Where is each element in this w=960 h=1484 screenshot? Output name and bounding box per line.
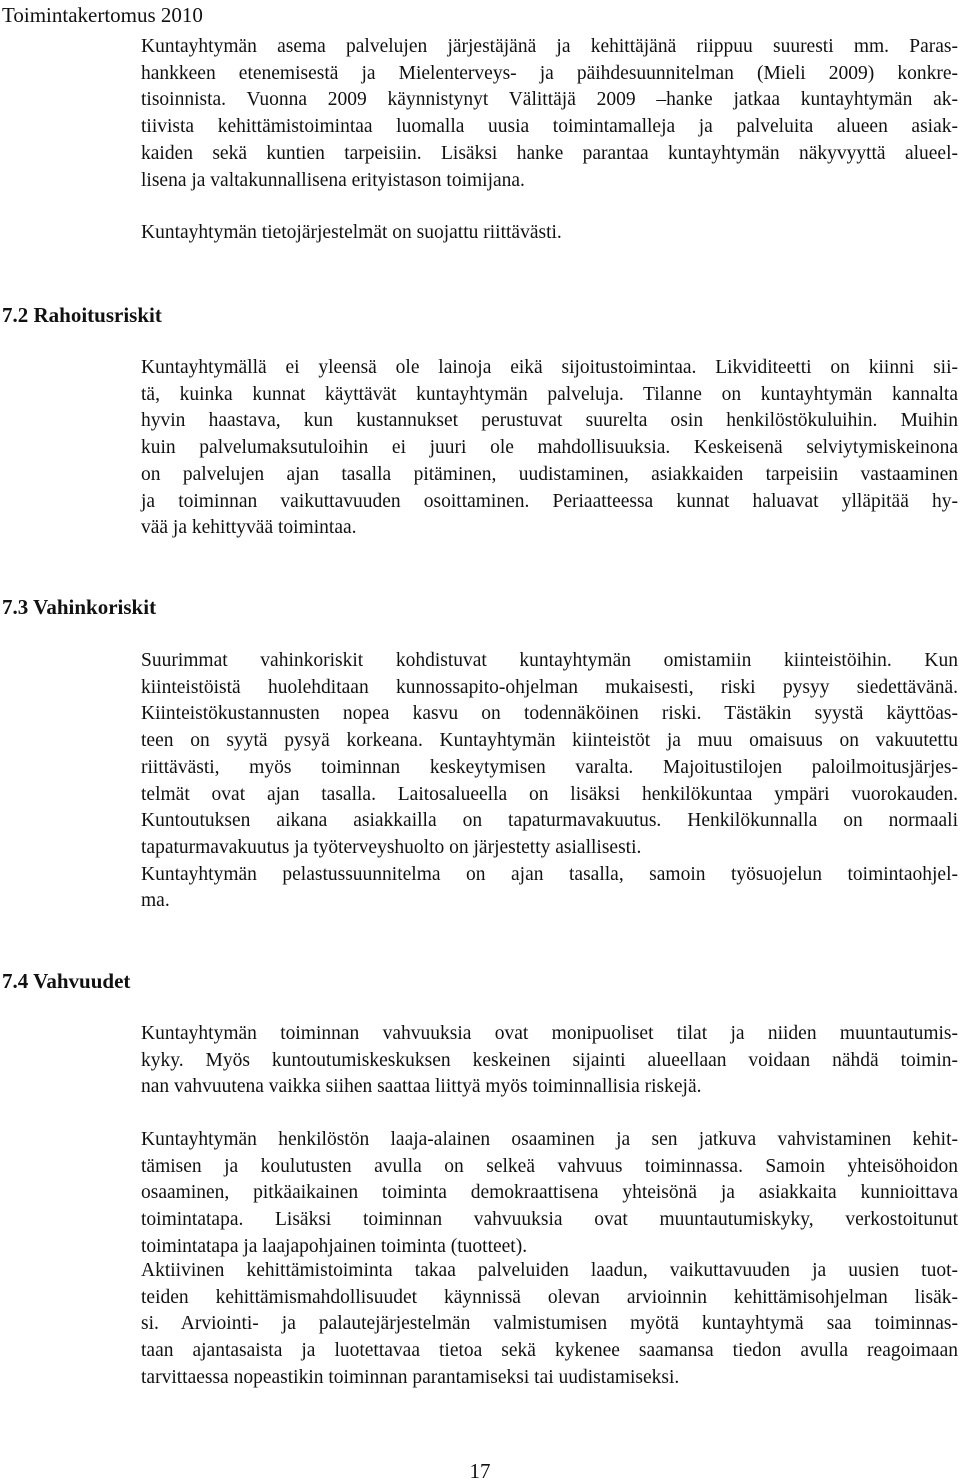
text-line: Kuntayhtymällä ei yleensä ole lainoja eikä sijoitustoimintaa. Likviditeetti on kiinni sii-	[141, 357, 958, 378]
running-header: Toimintakertomus 2010	[2, 3, 203, 27]
text-line: Suurimmat vahinkoriskit kohdistuvat kuntayhtymän omistamiin kiinteistöihin. Kun	[141, 650, 958, 671]
vahinko-paragraph	[141, 648, 958, 915]
text-line: toimintatapa. Lisäksi toiminnan vahvuuksia ovat muuntautumiskyky, verkostoitunut	[141, 1209, 958, 1231]
text-line: ma.	[141, 890, 170, 912]
text-line: kiinteistöistä huolehditaan kunnossapito-ohjelman mukaisesti, riski pysyy siedettävänä.	[141, 676, 958, 698]
vahvuudet-paragraph-1	[141, 1021, 958, 1101]
text-line: Kuntoutuksen aikana asiakkailla on tapaturmavakuutus. Henkilökunnalla on normaali	[141, 810, 958, 832]
text-line: Kiinteistökustannusten nopea kasvu on todennäköinen riski. Tästäkin syystä käyttöas-	[141, 703, 958, 725]
text-line: telmät ovat ajan tasalla. Laitosalueella on lisäksi henkilökuntaa ympäri vuorokauden.	[141, 783, 958, 805]
text-line: Kuntayhtymän pelastussuunnitelma on ajan tasalla, samoin työsuojelun toimintaohjel-	[141, 863, 958, 885]
text-line: tarvittaessa nopeastikin toiminnan parantamiseksi tai uudistamiseksi.	[141, 1366, 680, 1388]
text-line: nan vahvuutena vaikka siihen saattaa liittyä myös toiminnallisia riskejä.	[141, 1076, 702, 1098]
rahoitus-paragraph	[141, 355, 958, 542]
text-line: kaiden sekä kuntien tarpeisiin. Lisäksi hanke parantaa kuntayhtymän näkyvyyttä alueel-	[141, 142, 958, 164]
text-line: teiden kehittämismahdollisuudet käynnissä olevan arvioinnin kehittämisohjelman lisäk-	[141, 1286, 958, 1308]
text-line: tapaturmavakuutus ja työterveyshuolto on järjestetty asiallisesti.	[141, 836, 642, 858]
intro-paragraph-2	[141, 220, 958, 247]
text-line: osaaminen, pitkäaikainen toiminta demokraattisena yhteisönä ja asiakkaita kunnioittava	[141, 1182, 958, 1204]
text-line: tämisen ja koulutusten avulla on selkeä vahvuus toiminnassa. Samoin yhteisöhoidon	[141, 1155, 958, 1177]
text-line: Kuntayhtymän henkilöstön laaja-alainen osaaminen ja sen jatkuva vahvistaminen kehit-	[141, 1129, 958, 1150]
text-line: hankkeen etenemisestä ja Mielenterveys- ja päihdesuunnitelman (Mieli 2009) konkre-	[141, 62, 958, 84]
text-line: riittävästi, myös toiminnan keskeytymisen varalta. Majoitustilojen paloilmoitusjärjes-	[141, 756, 958, 778]
text-line: toimintatapa ja laajapohjainen toiminta (tuotteet).	[141, 1235, 528, 1257]
text-line: vää ja kehittyvää toimintaa.	[141, 517, 357, 539]
text-line: hyvin haastava, kun kustannukset perustuvat suurelta osin henkilöstökuluihin. Muihin	[141, 410, 958, 432]
text-line: teen on syytä pysyä korkeana. Kuntayhtymän kiinteistöt ja muu omaisuus on vakuutettu	[141, 730, 958, 752]
section-heading-vahvuudet: 7.4 Vahvuudet	[2, 969, 131, 993]
text-line: tisoinnista. Vuonna 2009 käynnistynyt Välittäjä 2009 –hanke jatkaa kuntayhtymän ak-	[141, 89, 958, 111]
intro-paragraph-1	[141, 34, 958, 194]
section-heading-vahinkoriskit: 7.3 Vahinkoriskit	[2, 595, 157, 619]
text-line: si. Arviointi- ja palautejärjestelmän valmistumisen myötä kuntayhtymä saa toiminnas-	[141, 1313, 958, 1335]
text-line: Kuntayhtymän toiminnan vahvuuksia ovat monipuoliset tilat ja niiden muuntautumis-	[141, 1023, 958, 1044]
text-line: Aktiivinen kehittämistoiminta takaa palveluiden laadun, vaikuttavuuden ja uusien tuot-	[141, 1260, 958, 1281]
text-line: kyky. Myös kuntoutumiskeskuksen keskeinen sijainti alueellaan voidaan nähdä toimin-	[141, 1049, 958, 1071]
text-line: tä, kuinka kunnat käyttävät kuntayhtymän palveluja. Tilanne on kuntayhtymän kannalta	[141, 383, 958, 405]
section-heading-rahoitusriskit: 7.2 Rahoitusriskit	[2, 303, 162, 327]
text-line: kuin palvelumaksutuloihin ei juuri ole mahdollisuuksia. Keskeisenä selviytymiskeinona	[141, 437, 958, 459]
text-line: lisena ja valtakunnallisena erityistason toimijana.	[141, 169, 525, 191]
text-line: on palvelujen ajan tasalla pitäminen, uudistaminen, asiakkaiden tarpeisiin vastaaminen	[141, 463, 958, 485]
vahvuudet-paragraph-2	[141, 1127, 958, 1261]
vahvuudet-paragraph-3	[141, 1258, 958, 1392]
text-line: Kuntayhtymän asema palvelujen järjestäjänä ja kehittäjänä riippuu suuresti mm. Paras-	[141, 36, 958, 57]
text-line: ja toiminnan vaikuttavuuden osoittaminen. Periaatteessa kunnat haluavat ylläpitää hy-	[141, 490, 958, 512]
text-line: taan ajantasaista ja luotettavaa tietoa sekä kykenee saamansa tiedon avulla reagoimaan	[141, 1340, 958, 1362]
text-line: tiivista kehittämistoimintaa luomalla uusia toimintamalleja ja palveluita alueen asiak-	[141, 116, 958, 138]
text-line: Kuntayhtymän tietojärjestelmät on suojattu riittävästi.	[141, 222, 562, 243]
page-number: 17	[469, 1459, 491, 1483]
